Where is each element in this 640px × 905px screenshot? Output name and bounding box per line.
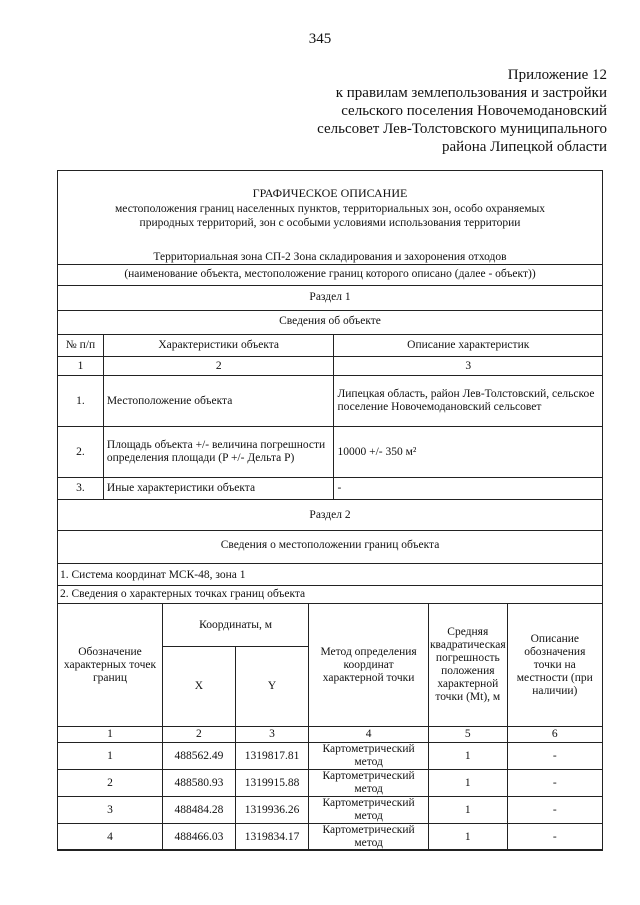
point-y: 1319936.26 — [235, 797, 308, 824]
point-mt: 1 — [428, 824, 507, 851]
col-number: 1 — [58, 727, 163, 743]
appendix-line: Приложение 12 — [507, 67, 607, 83]
doc-title: ГРАФИЧЕСКОЕ ОПИСАНИЕ — [252, 186, 408, 200]
col-number: 2 — [103, 357, 334, 376]
characteristic-value: 10000 +/- 350 м² — [334, 427, 603, 478]
point-mt: 1 — [428, 743, 507, 770]
point-y: 1319817.81 — [235, 743, 308, 770]
characteristic-value: Липецкая область, район Лев-Толстовский, сельское поселение Новочемодановский сельсовет — [334, 376, 603, 427]
point-id: 1 — [58, 743, 163, 770]
point-method: Картометрический метод — [309, 824, 429, 851]
point-x: 488466.03 — [162, 824, 235, 851]
row-number: 2. — [58, 427, 104, 478]
point-id: 2 — [58, 770, 163, 797]
col-number: 5 — [428, 727, 507, 743]
col-header-y: Y — [235, 647, 308, 727]
col-header: № п/п — [58, 335, 104, 357]
point-method: Картометрический метод — [309, 797, 429, 824]
point-mt: 1 — [428, 797, 507, 824]
doc-subtitle-1: местоположения границ населенных пунктов, территориальных зон, особо охраняемых — [115, 203, 545, 215]
point-desc: - — [507, 743, 602, 770]
point-y: 1319834.17 — [235, 824, 308, 851]
col-number: 3 — [235, 727, 308, 743]
row-number: 3. — [58, 478, 104, 500]
point-desc: - — [507, 824, 602, 851]
col-number: 3 — [334, 357, 603, 376]
page-number: 345 — [308, 31, 332, 47]
appendix-line: к правилам землепользования и застройки — [335, 85, 607, 101]
points-caption: 2. Сведения о характерных точках границ объекта — [60, 588, 306, 600]
object-caption: (наименование объекта, местоположение границ которого описано (далее - объект)) — [124, 268, 536, 280]
col-header-error: Средняя квадратическая погрешность положения характерной точки (Mt), м — [428, 604, 507, 727]
table-row — [58, 770, 603, 797]
characteristic-name: Иные характеристики объекта — [103, 478, 334, 500]
points-table — [57, 603, 603, 851]
section1-title: Раздел 1 — [309, 291, 351, 303]
point-method: Картометрический метод — [309, 770, 429, 797]
col-header: Описание характеристик — [334, 335, 603, 357]
col-header-method: Метод определения координат характерной точки — [309, 604, 429, 727]
col-header-designation: Обозначение характерных точек границ — [58, 604, 163, 727]
appendix-line: сельского поселения Новочемодановский — [341, 103, 607, 119]
section2-title: Раздел 2 — [309, 509, 351, 521]
point-desc: - — [507, 770, 602, 797]
section1-subtitle: Сведения об объекте — [279, 315, 381, 327]
appendix-block — [317, 66, 607, 156]
characteristic-name: Площадь объекта +/- величина погрешности определения площади (P +/- Дельта P) — [103, 427, 334, 478]
appendix-line: района Липецкой области — [442, 139, 607, 155]
table-row — [58, 376, 603, 427]
point-id: 4 — [58, 824, 163, 851]
characteristic-value: - — [334, 478, 603, 500]
object-name: Территориальная зона СП-2 Зона складирования и захоронения отходов — [153, 251, 507, 263]
appendix-line: сельсовет Лев-Толстовского муниципального — [317, 121, 607, 137]
coordinate-system: 1. Система координат МСК-48, зона 1 — [60, 569, 246, 581]
object-info-table — [57, 334, 603, 500]
section2-subtitle: Сведения о местоположении границ объекта — [220, 539, 440, 551]
col-number: 6 — [507, 727, 602, 743]
col-header-description: Описание обозначения точки на местности (при наличии) — [507, 604, 602, 727]
table-row — [58, 824, 603, 851]
point-x: 488484.28 — [162, 797, 235, 824]
col-header: Характеристики объекта — [103, 335, 334, 357]
point-method: Картометрический метод — [309, 743, 429, 770]
characteristic-name: Местоположение объекта — [103, 376, 334, 427]
table-row — [58, 478, 603, 500]
col-header-coords: Координаты, м — [162, 604, 308, 647]
point-x: 488580.93 — [162, 770, 235, 797]
doc-subtitle-2: природных территорий, зон с особыми условиями использования территории — [139, 217, 521, 229]
point-desc: - — [507, 797, 602, 824]
col-number: 1 — [58, 357, 104, 376]
point-y: 1319915.88 — [235, 770, 308, 797]
row-number: 1. — [58, 376, 104, 427]
col-number: 4 — [309, 727, 429, 743]
point-id: 3 — [58, 797, 163, 824]
table-row — [58, 797, 603, 824]
col-number: 2 — [162, 727, 235, 743]
point-mt: 1 — [428, 770, 507, 797]
col-header-x: X — [162, 647, 235, 727]
table-row — [58, 427, 603, 478]
table-row — [58, 743, 603, 770]
point-x: 488562.49 — [162, 743, 235, 770]
